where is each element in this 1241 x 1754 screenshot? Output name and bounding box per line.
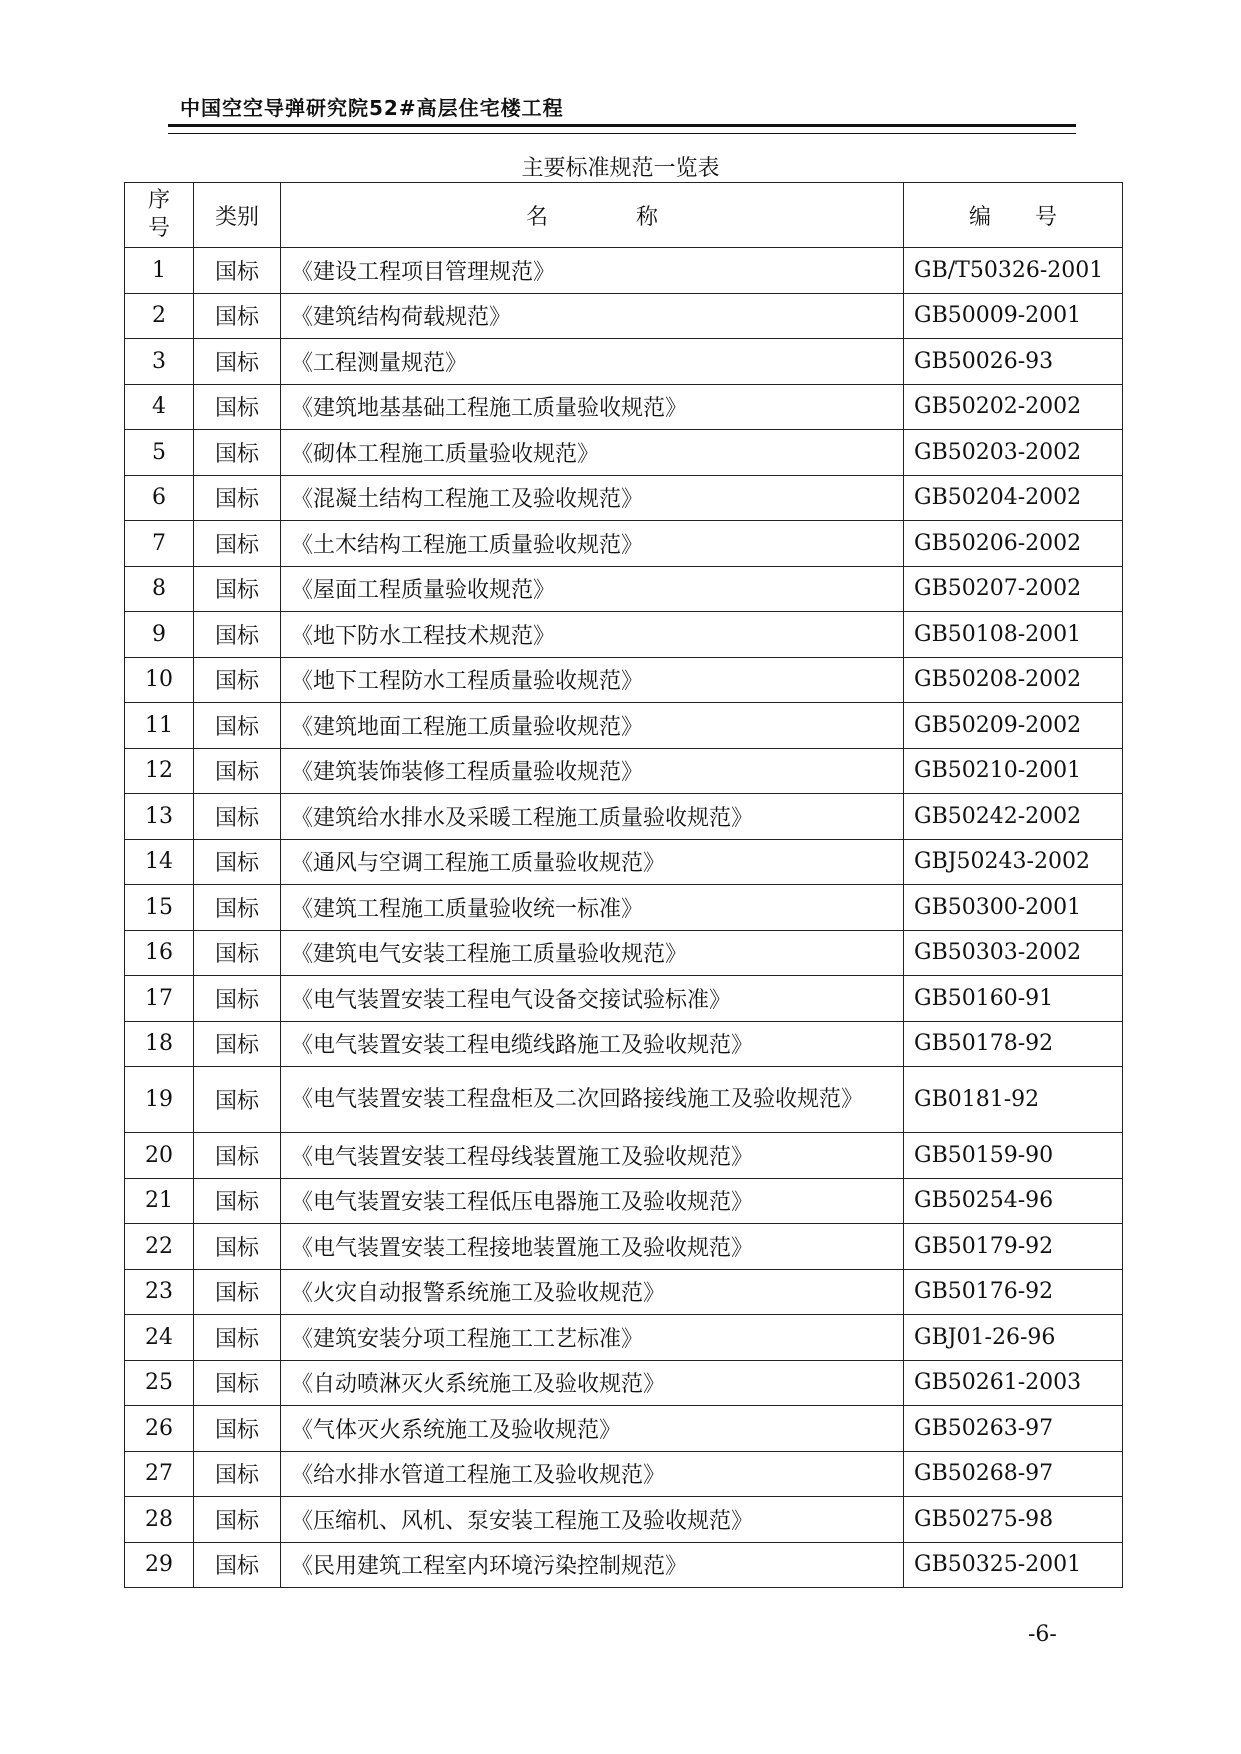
row-standard-code: GB50242-2002 bbox=[904, 794, 1123, 840]
row-number: 20 bbox=[125, 1133, 194, 1179]
row-standard-code: GB50210-2001 bbox=[904, 748, 1123, 794]
row-standard-name: 《地下工程防水工程质量验收规范》 bbox=[281, 657, 904, 703]
row-number: 19 bbox=[125, 1067, 194, 1133]
row-standard-code: GB50026-93 bbox=[904, 339, 1123, 385]
row-number: 27 bbox=[125, 1451, 194, 1497]
row-number: 9 bbox=[125, 612, 194, 658]
row-standard-code: GB50203-2002 bbox=[904, 430, 1123, 476]
row-standard-name: 《电气装置安装工程低压电器施工及验收规范》 bbox=[281, 1178, 904, 1224]
standards-table bbox=[124, 182, 1123, 1588]
row-number: 26 bbox=[125, 1406, 194, 1452]
row-standard-name: 《建筑结构荷载规范》 bbox=[281, 293, 904, 339]
table-title: 主要标准规范一览表 bbox=[521, 156, 720, 181]
row-number: 3 bbox=[125, 339, 194, 385]
row-category: 国标 bbox=[194, 839, 281, 885]
table-row bbox=[125, 1067, 1123, 1133]
row-standard-code: GB50108-2001 bbox=[904, 612, 1123, 658]
row-number: 22 bbox=[125, 1224, 194, 1270]
table-row bbox=[125, 1133, 1123, 1179]
table-row bbox=[125, 1497, 1123, 1543]
table-row bbox=[125, 794, 1123, 840]
row-standard-name: 《工程测量规范》 bbox=[281, 339, 904, 385]
table-row bbox=[125, 521, 1123, 567]
row-number: 5 bbox=[125, 430, 194, 476]
table-row bbox=[125, 1360, 1123, 1406]
row-category: 国标 bbox=[194, 1406, 281, 1452]
row-number: 25 bbox=[125, 1360, 194, 1406]
row-number: 13 bbox=[125, 794, 194, 840]
table-row bbox=[125, 1451, 1123, 1497]
row-category: 国标 bbox=[194, 339, 281, 385]
table-row bbox=[125, 1178, 1123, 1224]
table-row bbox=[125, 339, 1123, 385]
row-standard-name: 《屋面工程质量验收规范》 bbox=[281, 566, 904, 612]
row-number: 10 bbox=[125, 657, 194, 703]
row-category: 国标 bbox=[194, 521, 281, 567]
column-header-name: 名 称 bbox=[281, 183, 904, 248]
column-header-code: 编 号 bbox=[904, 183, 1123, 248]
table-row bbox=[125, 1269, 1123, 1315]
row-category: 国标 bbox=[194, 248, 281, 294]
row-standard-code: GB50303-2002 bbox=[904, 930, 1123, 976]
row-number: 15 bbox=[125, 885, 194, 931]
table-row bbox=[125, 1021, 1123, 1067]
row-standard-code: GB50268-97 bbox=[904, 1451, 1123, 1497]
row-standard-name: 《电气装置安装工程盘柜及二次回路接线施工及验收规范》 bbox=[281, 1067, 904, 1133]
header-rule-thin bbox=[168, 133, 1076, 134]
column-header-number-line2: 号 bbox=[147, 216, 170, 241]
row-category: 国标 bbox=[194, 1269, 281, 1315]
row-category: 国标 bbox=[194, 1360, 281, 1406]
row-standard-name: 《自动喷淋灭火系统施工及验收规范》 bbox=[281, 1360, 904, 1406]
row-standard-code: GB50206-2002 bbox=[904, 521, 1123, 567]
row-standard-code: GB50160-91 bbox=[904, 976, 1123, 1022]
table-row bbox=[125, 1542, 1123, 1588]
table-row bbox=[125, 384, 1123, 430]
row-category: 国标 bbox=[194, 1497, 281, 1543]
row-category: 国标 bbox=[194, 612, 281, 658]
row-standard-code: GB50009-2001 bbox=[904, 293, 1123, 339]
table-row bbox=[125, 930, 1123, 976]
row-standard-code: GB50179-92 bbox=[904, 1224, 1123, 1270]
row-standard-code: GB50208-2002 bbox=[904, 657, 1123, 703]
row-standard-code: GB/T50326-2001 bbox=[904, 248, 1123, 294]
table-row bbox=[125, 566, 1123, 612]
row-category: 国标 bbox=[194, 657, 281, 703]
row-number: 2 bbox=[125, 293, 194, 339]
table-row bbox=[125, 703, 1123, 749]
row-category: 国标 bbox=[194, 703, 281, 749]
table-row bbox=[125, 612, 1123, 658]
row-category: 国标 bbox=[194, 930, 281, 976]
row-number: 14 bbox=[125, 839, 194, 885]
row-standard-name: 《地下防水工程技术规范》 bbox=[281, 612, 904, 658]
row-category: 国标 bbox=[194, 748, 281, 794]
table-row bbox=[125, 430, 1123, 476]
column-header-number-line1: 序 bbox=[147, 188, 170, 213]
row-number: 24 bbox=[125, 1315, 194, 1361]
row-category: 国标 bbox=[194, 293, 281, 339]
row-category: 国标 bbox=[194, 1542, 281, 1588]
row-category: 国标 bbox=[194, 885, 281, 931]
page-number: -6- bbox=[1028, 1622, 1057, 1647]
row-standard-code: GB50325-2001 bbox=[904, 1542, 1123, 1588]
column-header-number bbox=[125, 183, 194, 248]
row-standard-code: GB50263-97 bbox=[904, 1406, 1123, 1452]
row-standard-name: 《建筑地基基础工程施工质量验收规范》 bbox=[281, 384, 904, 430]
header-rule-thick bbox=[168, 124, 1076, 127]
row-standard-code: GB50202-2002 bbox=[904, 384, 1123, 430]
table-row bbox=[125, 1315, 1123, 1361]
table-row bbox=[125, 1224, 1123, 1270]
row-standard-name: 《电气装置安装工程接地装置施工及验收规范》 bbox=[281, 1224, 904, 1270]
row-number: 12 bbox=[125, 748, 194, 794]
row-category: 国标 bbox=[194, 794, 281, 840]
row-standard-code: GBJ01-26-96 bbox=[904, 1315, 1123, 1361]
row-standard-name: 《建筑安装分项工程施工工艺标准》 bbox=[281, 1315, 904, 1361]
row-category: 国标 bbox=[194, 1451, 281, 1497]
row-number: 28 bbox=[125, 1497, 194, 1543]
row-number: 4 bbox=[125, 384, 194, 430]
table-row bbox=[125, 657, 1123, 703]
table-row bbox=[125, 748, 1123, 794]
row-standard-name: 《土木结构工程施工质量验收规范》 bbox=[281, 521, 904, 567]
row-number: 11 bbox=[125, 703, 194, 749]
column-header-category: 类别 bbox=[194, 183, 281, 248]
table-row bbox=[125, 839, 1123, 885]
row-standard-code: GB50275-98 bbox=[904, 1497, 1123, 1543]
row-category: 国标 bbox=[194, 566, 281, 612]
row-standard-name: 《电气装置安装工程母线装置施工及验收规范》 bbox=[281, 1133, 904, 1179]
row-standard-code: GB50261-2003 bbox=[904, 1360, 1123, 1406]
row-standard-name: 《砌体工程施工质量验收规范》 bbox=[281, 430, 904, 476]
row-number: 18 bbox=[125, 1021, 194, 1067]
row-standard-code: GBJ50243-2002 bbox=[904, 839, 1123, 885]
row-standard-name: 《气体灭火系统施工及验收规范》 bbox=[281, 1406, 904, 1452]
row-standard-name: 《混凝土结构工程施工及验收规范》 bbox=[281, 475, 904, 521]
table-row bbox=[125, 293, 1123, 339]
row-standard-code: GB0181-92 bbox=[904, 1067, 1123, 1133]
table-header-row bbox=[125, 183, 1123, 248]
row-standard-name: 《建设工程项目管理规范》 bbox=[281, 248, 904, 294]
row-category: 国标 bbox=[194, 976, 281, 1022]
row-number: 7 bbox=[125, 521, 194, 567]
row-category: 国标 bbox=[194, 1224, 281, 1270]
row-standard-name: 《建筑工程施工质量验收统一标准》 bbox=[281, 885, 904, 931]
table-row bbox=[125, 885, 1123, 931]
row-number: 6 bbox=[125, 475, 194, 521]
row-standard-name: 《通风与空调工程施工质量验收规范》 bbox=[281, 839, 904, 885]
row-number: 17 bbox=[125, 976, 194, 1022]
running-header: 中国空空导弹研究院52#高层住宅楼工程 bbox=[180, 96, 564, 120]
table-row bbox=[125, 1406, 1123, 1452]
row-number: 16 bbox=[125, 930, 194, 976]
row-number: 1 bbox=[125, 248, 194, 294]
row-standard-code: GB50204-2002 bbox=[904, 475, 1123, 521]
row-category: 国标 bbox=[194, 384, 281, 430]
row-category: 国标 bbox=[194, 1021, 281, 1067]
row-standard-name: 《给水排水管道工程施工及验收规范》 bbox=[281, 1451, 904, 1497]
row-standard-name: 《压缩机、风机、泵安装工程施工及验收规范》 bbox=[281, 1497, 904, 1543]
table-row bbox=[125, 976, 1123, 1022]
row-standard-name: 《建筑地面工程施工质量验收规范》 bbox=[281, 703, 904, 749]
row-category: 国标 bbox=[194, 430, 281, 476]
row-number: 29 bbox=[125, 1542, 194, 1588]
row-category: 国标 bbox=[194, 1315, 281, 1361]
row-category: 国标 bbox=[194, 1067, 281, 1133]
table-row bbox=[125, 248, 1123, 294]
row-standard-name: 《火灾自动报警系统施工及验收规范》 bbox=[281, 1269, 904, 1315]
row-standard-name: 《民用建筑工程室内环境污染控制规范》 bbox=[281, 1542, 904, 1588]
row-standard-name: 《建筑电气安装工程施工质量验收规范》 bbox=[281, 930, 904, 976]
row-standard-name: 《电气装置安装工程电气设备交接试验标准》 bbox=[281, 976, 904, 1022]
row-standard-code: GB50254-96 bbox=[904, 1178, 1123, 1224]
row-number: 21 bbox=[125, 1178, 194, 1224]
row-number: 23 bbox=[125, 1269, 194, 1315]
row-standard-name: 《建筑装饰装修工程质量验收规范》 bbox=[281, 748, 904, 794]
row-standard-code: GB50300-2001 bbox=[904, 885, 1123, 931]
row-standard-name: 《建筑给水排水及采暖工程施工质量验收规范》 bbox=[281, 794, 904, 840]
table-row bbox=[125, 475, 1123, 521]
row-category: 国标 bbox=[194, 475, 281, 521]
row-number: 8 bbox=[125, 566, 194, 612]
table-body bbox=[125, 248, 1123, 1588]
row-standard-code: GB50176-92 bbox=[904, 1269, 1123, 1315]
row-standard-code: GB50207-2002 bbox=[904, 566, 1123, 612]
row-standard-code: GB50209-2002 bbox=[904, 703, 1123, 749]
row-category: 国标 bbox=[194, 1133, 281, 1179]
row-standard-code: GB50178-92 bbox=[904, 1021, 1123, 1067]
row-standard-name: 《电气装置安装工程电缆线路施工及验收规范》 bbox=[281, 1021, 904, 1067]
row-standard-code: GB50159-90 bbox=[904, 1133, 1123, 1179]
row-category: 国标 bbox=[194, 1178, 281, 1224]
